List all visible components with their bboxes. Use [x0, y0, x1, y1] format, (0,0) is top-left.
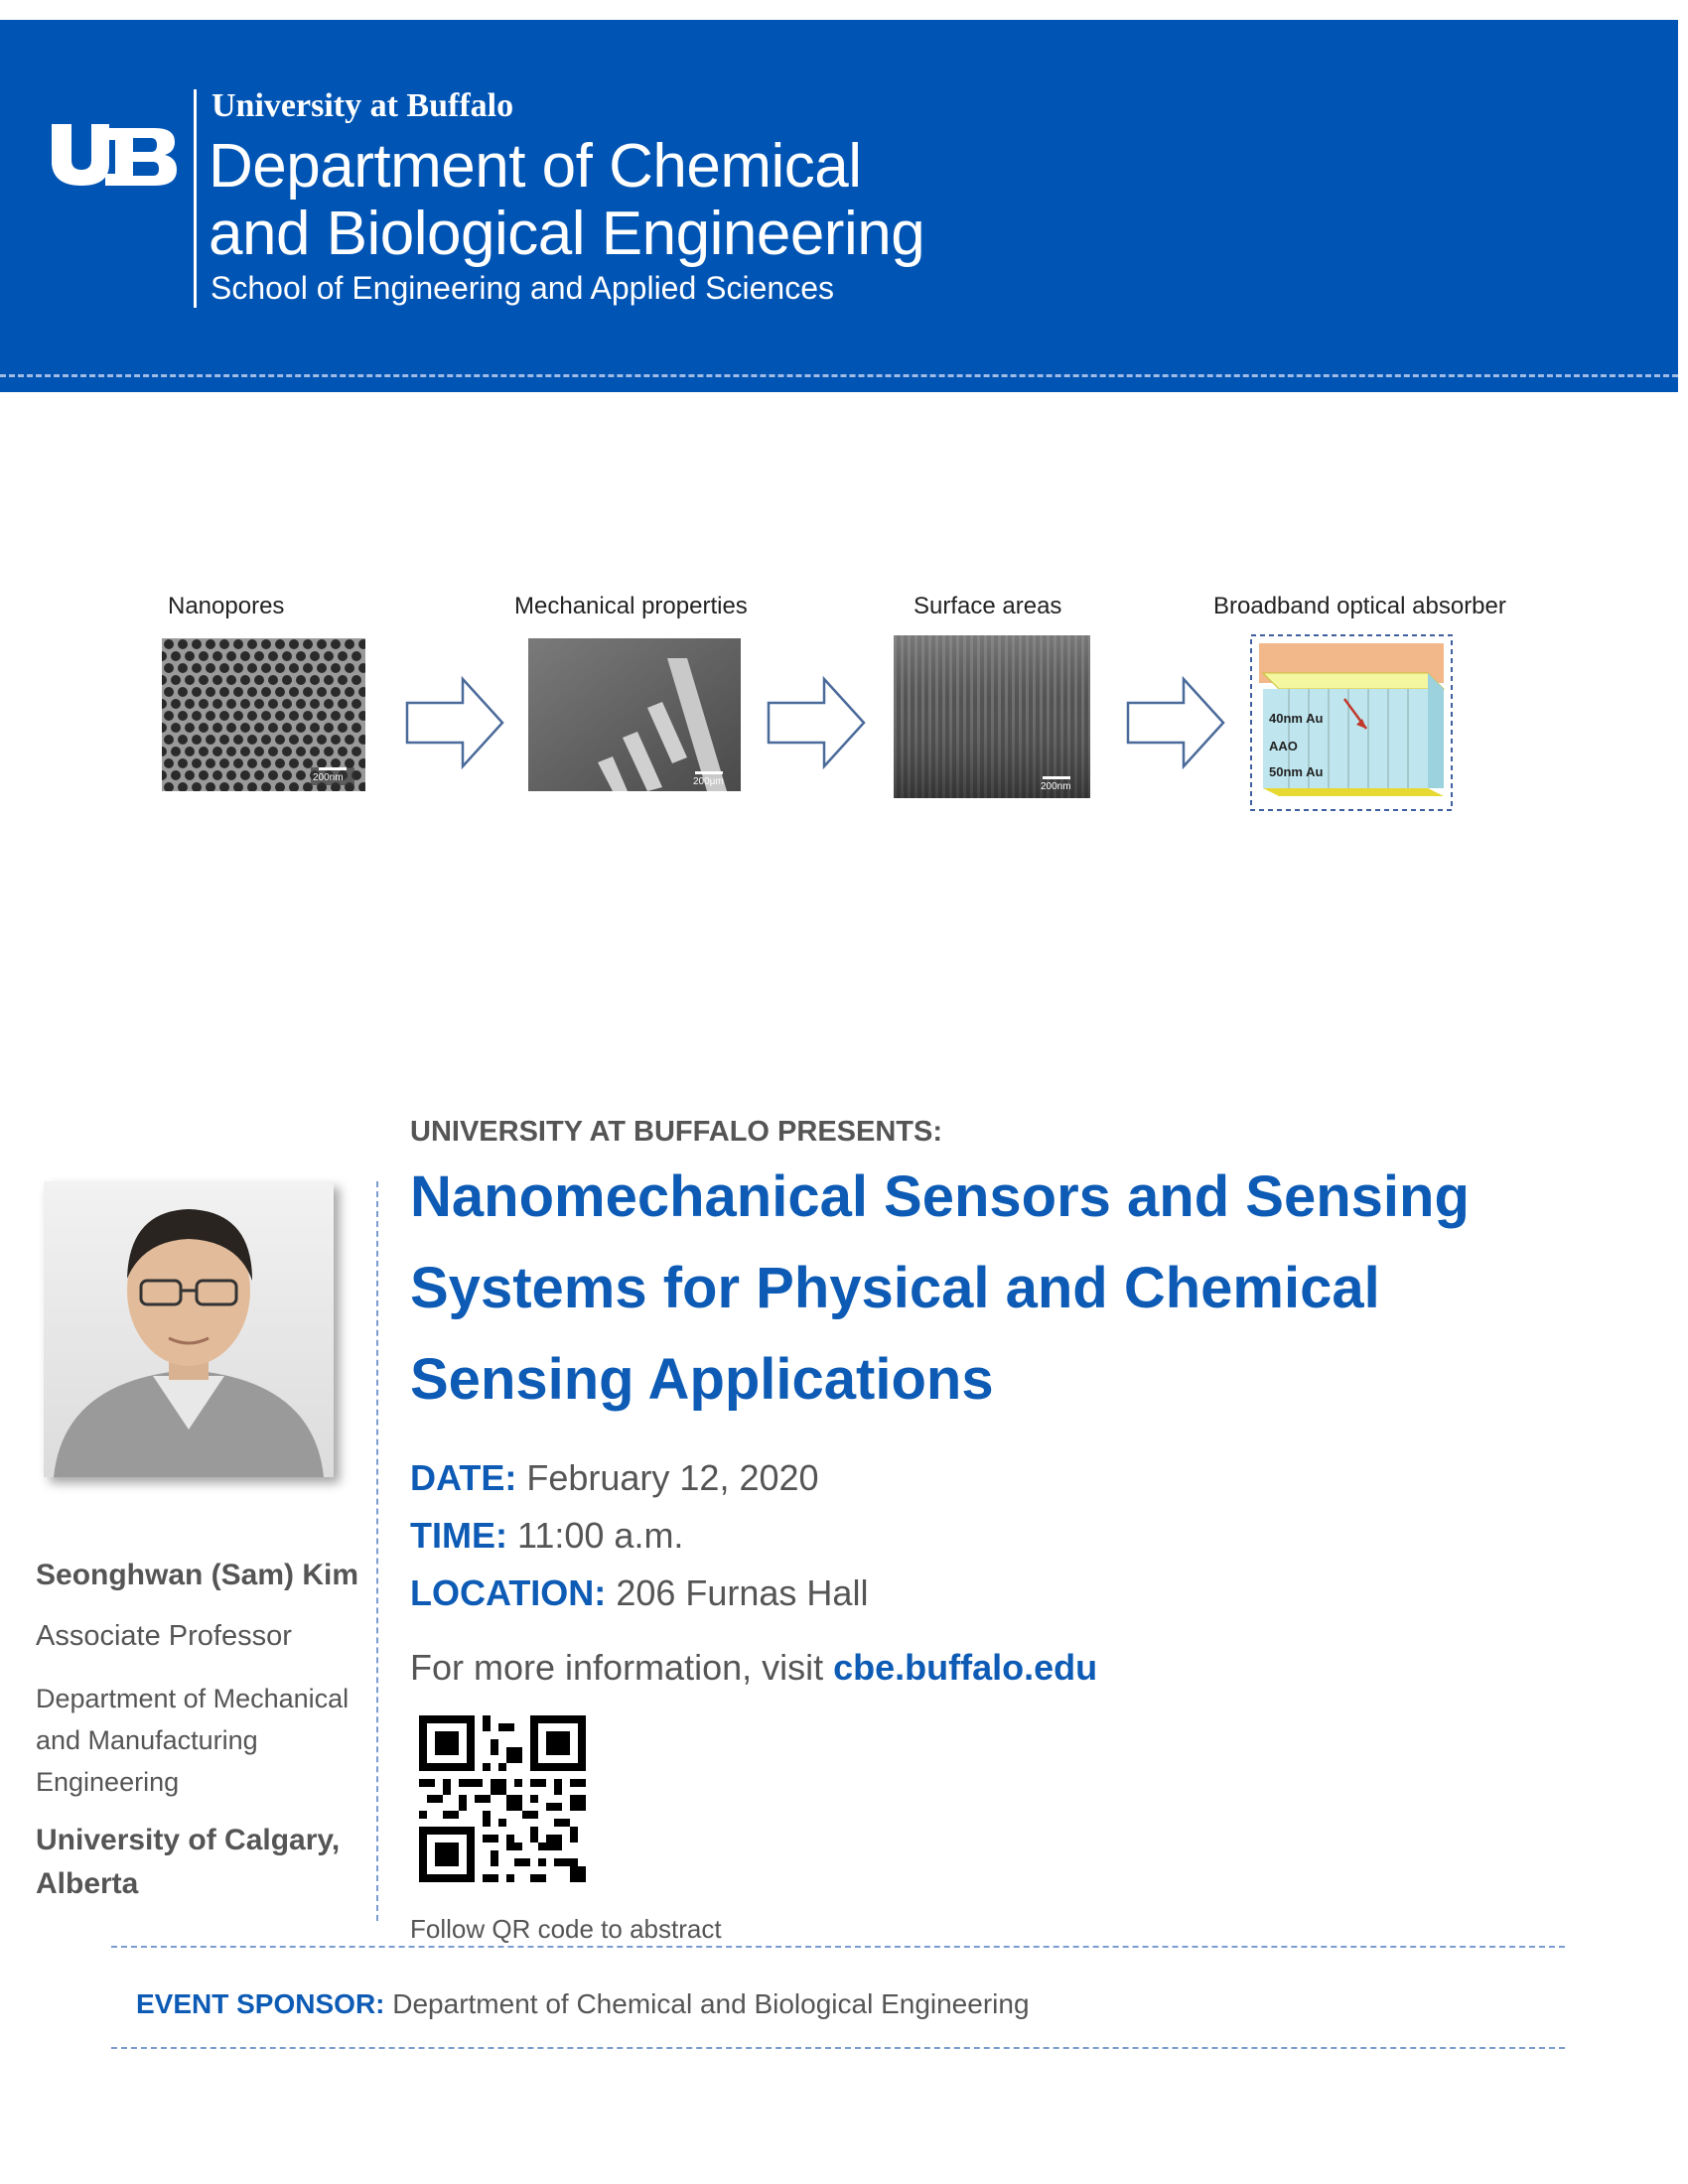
location-value: 206 Furnas Hall — [616, 1572, 869, 1613]
time-label: TIME: — [410, 1515, 507, 1556]
layer-label-bottom-gold: 50nm Au — [1269, 764, 1324, 779]
figure-label-mechanical: Mechanical properties — [514, 593, 748, 619]
speaker-photo — [44, 1181, 334, 1477]
talk-title-line1: Nanomechanical Sensors and Sensing — [410, 1164, 1470, 1229]
scale-label: 200nm — [313, 772, 344, 783]
figure-label-surface: Surface areas — [914, 593, 1062, 619]
location-row — [410, 1572, 868, 1614]
school-name: School of Engineering and Applied Sciences — [211, 270, 834, 306]
banner-dashed-rule — [0, 374, 1678, 377]
figure-label-absorber: Broadband optical absorber — [1213, 593, 1506, 619]
speaker-university: University of Calgary, Alberta — [36, 1824, 341, 1900]
time-row — [410, 1515, 683, 1557]
more-info-line — [410, 1647, 1097, 1689]
talk-title-line2: Systems for Physical and Chemical — [410, 1256, 1380, 1320]
arrow-right-icon — [1126, 675, 1225, 770]
nanopores-micrograph — [162, 638, 365, 791]
mechanical-micrograph — [528, 638, 741, 791]
department-name-line1: Department of Chemical — [209, 132, 862, 201]
talk-title-line3: Sensing Applications — [410, 1347, 994, 1412]
more-info-text: For more information, visit — [410, 1647, 834, 1688]
location-label: LOCATION: — [410, 1572, 607, 1613]
scale-label: 200nm — [1041, 781, 1071, 792]
qr-code-icon[interactable] — [419, 1715, 586, 1882]
column-divider — [376, 1181, 378, 1921]
arrow-right-icon — [767, 675, 866, 770]
figure-label-nanopores: Nanopores — [168, 593, 285, 619]
event-sponsor — [136, 1988, 1030, 2020]
university-name: University at Buffalo — [211, 87, 514, 124]
logo-divider — [194, 89, 197, 308]
presents-heading: UNIVERSITY AT BUFFALO PRESENTS: — [410, 1116, 943, 1148]
sponsor-rule-bottom — [111, 2047, 1565, 2049]
arrow-right-icon — [405, 675, 504, 770]
absorber-schematic — [1249, 633, 1454, 812]
sponsor-rule-top — [111, 1946, 1565, 1948]
layer-label-aao: AAO — [1269, 739, 1298, 753]
qr-caption: Follow QR code to abstract — [410, 1914, 722, 1944]
sponsor-name: Department of Chemical and Biological Engineering — [384, 1988, 1030, 2019]
department-name-line2: and Biological Engineering — [209, 200, 925, 268]
date-row — [410, 1457, 819, 1499]
speaker-name: Seonghwan (Sam) Kim — [36, 1559, 359, 1591]
layer-label-top-gold: 40nm Au — [1269, 711, 1324, 726]
speaker-title: Associate Professor — [36, 1620, 292, 1652]
website-link[interactable]: cbe.buffalo.edu — [833, 1647, 1098, 1688]
time-value: 11:00 a.m. — [517, 1515, 684, 1556]
ub-logo-icon — [52, 124, 179, 190]
date-label: DATE: — [410, 1457, 517, 1498]
surface-area-micrograph — [894, 635, 1090, 798]
scale-label: 200μm — [693, 776, 724, 787]
sponsor-label: EVENT SPONSOR: — [136, 1988, 385, 2019]
date-value: February 12, 2020 — [526, 1457, 819, 1498]
speaker-department: Department of Mechanical and Manufacturing Engineering — [36, 1684, 350, 1797]
